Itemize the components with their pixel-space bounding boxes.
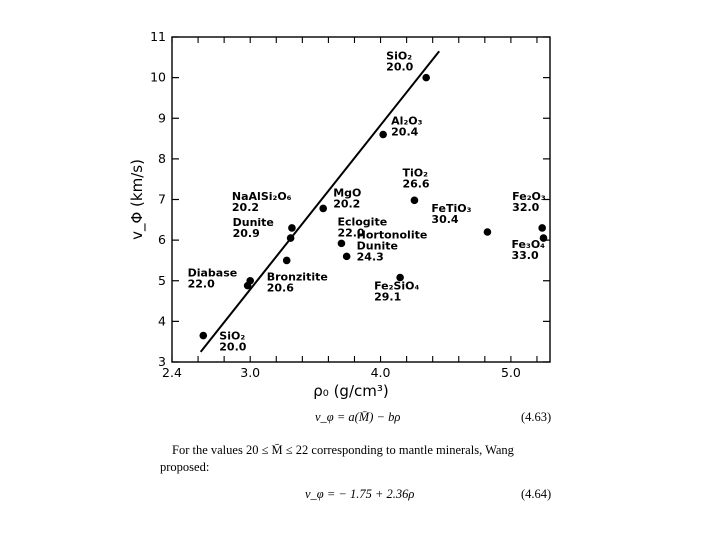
x-tick-label: 4.0: [370, 365, 391, 380]
y-tick-label: 8: [158, 150, 166, 166]
y-tick-label: 9: [158, 110, 166, 126]
point-label: NaAlSi₂O₆: [231, 189, 292, 203]
data-point: [319, 205, 327, 213]
point-label: Fe₂O₃: [512, 189, 546, 203]
equation-4-64-number: (4.64): [521, 487, 552, 501]
point-label: TiO₂: [402, 166, 428, 180]
y-tick-label: 5: [158, 272, 166, 288]
point-label: Dunite: [232, 216, 274, 230]
y-tick-label: 6: [158, 232, 166, 248]
paragraph-line-1: For the values 20 ≤ M̄ ≤ 22 corresponding to mantle minerals, Wang: [172, 443, 514, 457]
equation-4-63-number: (4.63): [521, 410, 552, 424]
point-label: Bronzitite: [266, 270, 328, 284]
data-point: [338, 240, 346, 248]
data-point: [343, 253, 351, 261]
data-point: [199, 332, 207, 340]
point-label: SiO₂: [219, 329, 246, 343]
equation-4-63: v_φ = a(M̄) − bρ: [315, 410, 401, 424]
x-tick-label: 3.0: [240, 365, 261, 380]
point-label: 26.6: [402, 177, 430, 191]
point-label: 20.9: [232, 227, 260, 241]
point-label: 20.2: [231, 200, 260, 214]
point-label: Dunite: [356, 239, 398, 253]
point-label: Al₂O₃: [391, 114, 423, 128]
data-point: [422, 74, 430, 82]
point-label: MgO: [333, 186, 362, 200]
plot-frame: [172, 37, 550, 362]
point-label: 24.3: [356, 250, 384, 264]
point-label: Eclogite: [337, 215, 388, 229]
point-label: 20.0: [386, 60, 414, 74]
paragraph-line-2: proposed:: [160, 460, 210, 474]
point-label: 20.0: [219, 340, 247, 354]
y-tick-label: 4: [158, 313, 166, 329]
point-label: SiO₂: [386, 49, 413, 63]
point-label: Fe₃O₄: [511, 238, 545, 252]
point-label: 32.0: [512, 200, 540, 214]
point-label: 20.2: [333, 197, 361, 211]
data-point: [283, 257, 291, 265]
x-tick-label: 2.4: [162, 365, 182, 380]
point-label: 22.0: [337, 226, 365, 240]
y-tick-label: 10: [150, 69, 166, 85]
data-point: [288, 224, 296, 232]
y-axis-title: v_Φ (km/s): [128, 159, 146, 240]
point-label: 33.0: [511, 249, 539, 263]
point-label: 29.1: [374, 290, 402, 304]
point-label: FeTiO₃: [431, 202, 472, 215]
x-tick-label: 5.0: [500, 365, 521, 380]
data-point: [411, 197, 419, 205]
y-tick-label: 7: [158, 191, 166, 207]
y-tick-label: 11: [150, 29, 166, 44]
x-axis-title: ρ₀ (g/cm³): [313, 382, 389, 400]
point-label: 22.0: [187, 277, 215, 291]
point-label: Fe₂SiO₄: [374, 279, 420, 293]
point-label: 30.4: [431, 213, 459, 226]
data-point: [287, 234, 295, 242]
y-tick-label: 3: [158, 354, 166, 369]
point-label: 20.6: [266, 281, 294, 295]
data-point: [379, 131, 387, 139]
point-label: Hortonolite: [356, 228, 428, 242]
point-label: Diabase: [187, 266, 238, 280]
point-label: 20.4: [391, 125, 419, 139]
data-point: [484, 228, 492, 236]
data-point: [538, 224, 546, 232]
data-point: [246, 277, 254, 285]
equation-4-64: v_φ = − 1.75 + 2.36ρ: [305, 487, 415, 501]
